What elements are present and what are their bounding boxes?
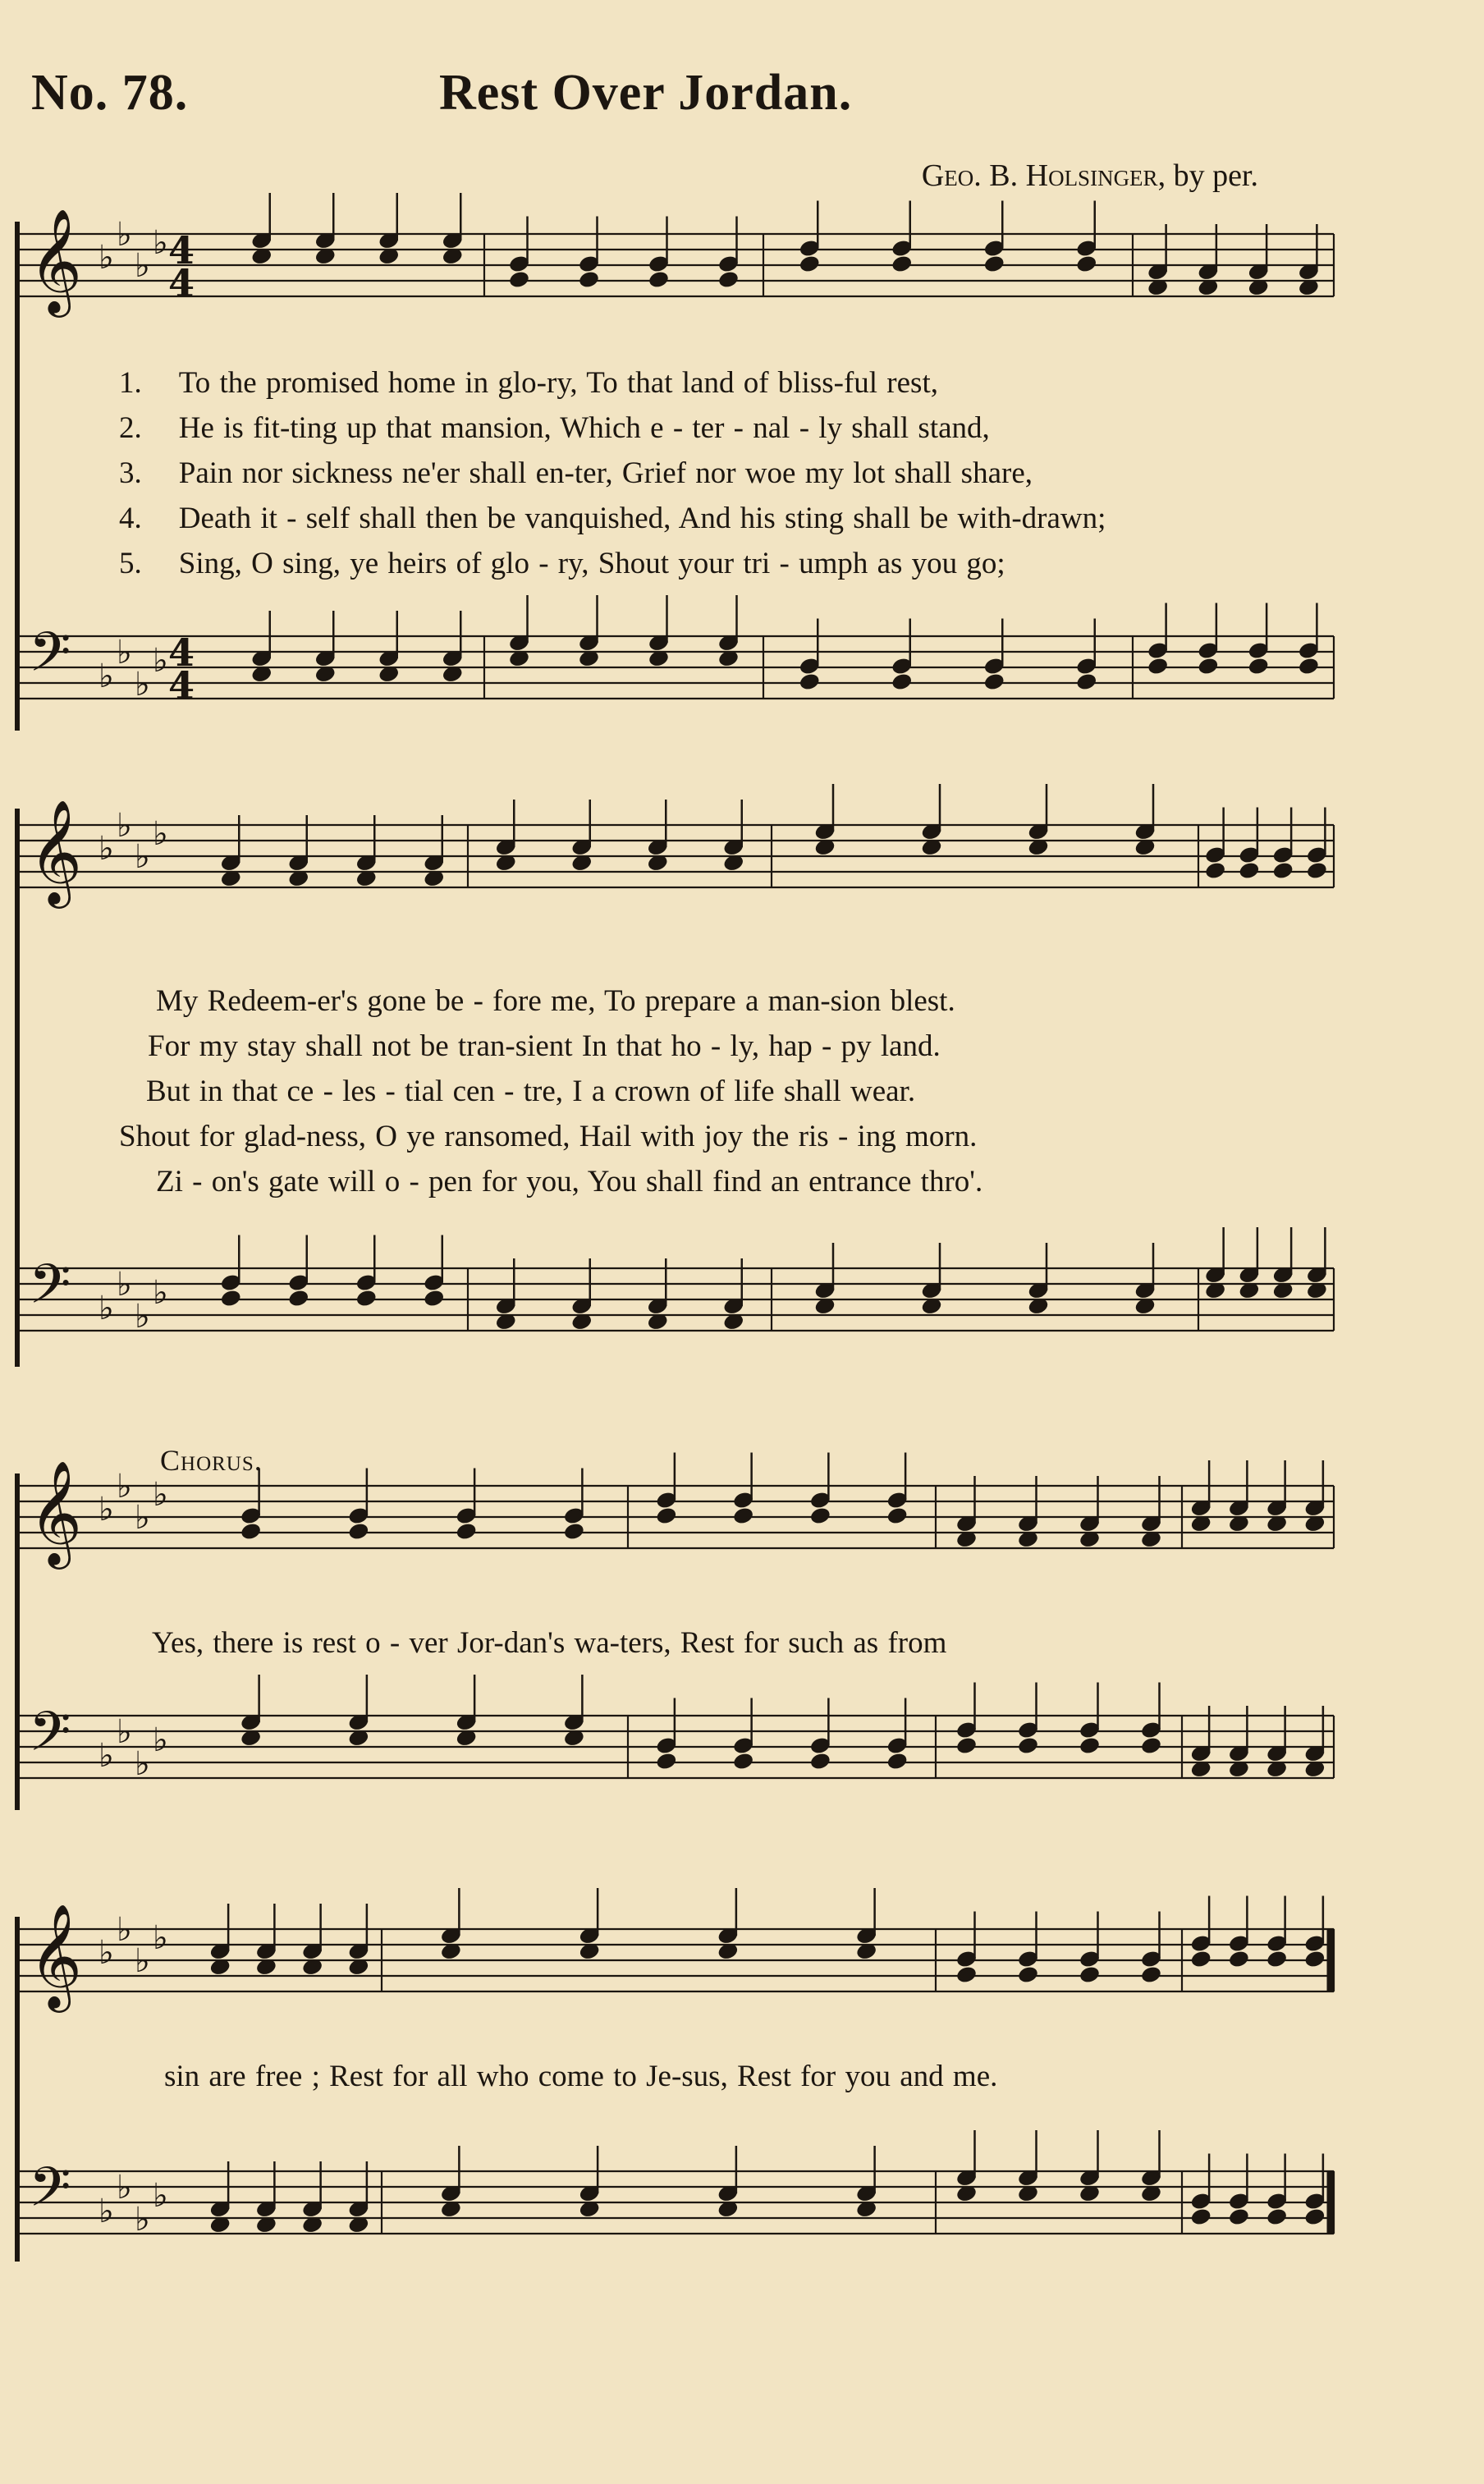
verse-1-continuation: My Redeem-er's gone be - fore me, To prepare a man-sion blest.	[156, 984, 955, 1018]
flat-icon: ♭	[135, 1942, 150, 1980]
note-head	[508, 270, 529, 289]
chorus-line-1: Yes, there is rest o - ver Jor-dan's wa-ters, Rest for such as from	[152, 1626, 947, 1660]
hymn-title: Rest Over Jordan.	[439, 65, 853, 121]
flat-icon: ♭	[98, 239, 114, 277]
hymn-number: No. 78.	[31, 65, 189, 121]
note-head	[891, 254, 913, 273]
note-head	[1079, 1965, 1100, 1984]
verse-3-continuation: But in that ce - les - tial cen - tre, I a crown of life shall wear.	[146, 1075, 916, 1108]
flat-icon: ♭	[153, 224, 168, 262]
note-head	[1147, 657, 1169, 676]
note-head	[809, 1506, 831, 1525]
note-head	[1304, 1950, 1326, 1968]
verse-4-line	[119, 501, 1106, 536]
flat-icon: ♭	[117, 216, 132, 254]
verse-2-line	[119, 410, 990, 446]
flat-icon: ♭	[135, 1298, 150, 1336]
treble-clef-icon: 𝄞	[29, 799, 83, 904]
time-signature-top: 4	[168, 228, 195, 273]
flat-icon: ♭	[98, 2193, 114, 2230]
flat-icon: ♭	[135, 2201, 150, 2239]
note-head	[799, 672, 820, 691]
flat-icon: ♭	[117, 2169, 132, 2207]
note-head	[1076, 254, 1097, 273]
note-head	[1298, 657, 1319, 676]
note-head	[1190, 1950, 1211, 1968]
verse-number: 4.	[119, 502, 142, 535]
note-head	[578, 270, 599, 289]
verse-text: Pain nor sickness ne'er shall en-ter, Grief nor woe my lot shall share,	[178, 456, 1033, 490]
note-head	[1228, 1950, 1249, 1968]
verse-text: He is fit-ting up that mansion, Which e - ter - nal - ly shall stand,	[178, 411, 990, 445]
note-head	[1198, 657, 1219, 676]
flat-icon: ♭	[135, 666, 150, 703]
flat-icon: ♭	[135, 1745, 150, 1783]
note-head	[955, 1965, 977, 1984]
treble-clef-icon: 𝄞	[29, 1903, 83, 2008]
note-head	[886, 1506, 908, 1525]
verse-4-continuation: Shout for glad-ness, O ye ransomed, Hail with joy the ris - ing morn.	[119, 1120, 978, 1153]
flat-icon: ♭	[98, 830, 114, 868]
flat-icon: ♭	[135, 247, 150, 285]
treble-clef-icon: 𝄞	[29, 1460, 83, 1565]
flat-icon: ♭	[153, 815, 168, 853]
note-head	[1079, 1736, 1100, 1755]
verse-number: 2.	[119, 411, 142, 445]
bass-clef-icon: 𝄢	[29, 621, 71, 697]
verse-text: To the promised home in glo-ry, To that land of bliss-ful rest,	[178, 366, 938, 400]
note-head	[1248, 657, 1269, 676]
note-head	[1076, 672, 1097, 691]
flat-icon: ♭	[153, 1919, 168, 1957]
note-head	[424, 1289, 445, 1308]
final-bar-line	[1327, 2171, 1334, 2234]
note-head	[1140, 1736, 1161, 1755]
composer-name: Geo. B. Holsinger	[921, 158, 1158, 193]
verse-1-line	[119, 365, 938, 401]
verse-3-line	[119, 456, 1033, 491]
chorus-label: Chorus.	[160, 1444, 263, 1477]
flat-icon: ♭	[98, 1737, 114, 1775]
flat-icon: ♭	[117, 634, 132, 671]
time-signature-bottom: 4	[168, 663, 195, 708]
note-head	[348, 1522, 369, 1541]
note-head	[1205, 861, 1226, 880]
flat-icon: ♭	[153, 1476, 168, 1514]
note-head	[240, 1522, 262, 1541]
flat-icon: ♭	[153, 1721, 168, 1759]
verse-number: 3.	[119, 456, 142, 490]
flat-icon: ♭	[117, 1911, 132, 1949]
flat-icon: ♭	[98, 1290, 114, 1327]
bass-clef-icon: 𝄢	[29, 1700, 71, 1776]
note-head	[656, 1506, 677, 1525]
note-head	[1228, 2207, 1249, 2226]
note-head	[983, 254, 1005, 273]
treble-clef-icon: 𝄞	[29, 208, 83, 313]
note-head	[809, 1752, 831, 1771]
note-head	[955, 1736, 977, 1755]
note-head	[1017, 1965, 1038, 1984]
verse-number: 1.	[119, 366, 142, 400]
bass-clef-icon: 𝄢	[29, 2156, 71, 2232]
note-head	[886, 1752, 908, 1771]
flat-icon: ♭	[135, 838, 150, 876]
note-head	[891, 672, 913, 691]
verse-5-line	[119, 546, 1005, 581]
bass-clef-icon: 𝄢	[29, 1253, 71, 1329]
note-head	[288, 1289, 309, 1308]
flat-icon: ♭	[117, 807, 132, 845]
note-head	[1306, 861, 1327, 880]
note-head	[1266, 2207, 1288, 2226]
note-head	[717, 270, 739, 289]
final-bar-line	[1327, 1929, 1334, 1991]
flat-icon: ♭	[135, 1499, 150, 1537]
note-head	[733, 1506, 754, 1525]
flat-icon: ♭	[153, 642, 168, 680]
composer-permission: , by per.	[1157, 158, 1258, 193]
note-head	[1239, 861, 1260, 880]
flat-icon: ♭	[117, 1266, 132, 1304]
note-head	[799, 254, 820, 273]
note-head	[1266, 1950, 1288, 1968]
note-head	[656, 1752, 677, 1771]
flat-icon: ♭	[153, 1274, 168, 1312]
time-signature-bottom: 4	[168, 261, 195, 305]
verse-2-continuation: For my stay shall not be tran-sient In that ho - ly, hap - py land.	[148, 1029, 941, 1063]
note-head	[648, 270, 669, 289]
note-head	[1272, 861, 1294, 880]
note-head	[563, 1522, 584, 1541]
flat-icon: ♭	[98, 1491, 114, 1528]
verse-number: 5.	[119, 547, 142, 580]
flat-icon: ♭	[117, 1468, 132, 1506]
note-head	[1140, 1965, 1161, 1984]
time-signature-top: 4	[168, 630, 195, 675]
verse-text: Sing, O sing, ye heirs of glo - ry, Shout your tri - umph as you go;	[178, 547, 1005, 580]
flat-icon: ♭	[98, 658, 114, 695]
note-head	[983, 672, 1005, 691]
verse-text: Death it - self shall then be vanquished, And his sting shall be with-drawn;	[178, 502, 1106, 535]
note-head	[355, 1289, 377, 1308]
flat-icon: ♭	[117, 1713, 132, 1751]
chorus-line-2: sin are free ; Rest for all who come to Je-sus, Rest for you and me.	[164, 2060, 998, 2093]
note-head	[733, 1752, 754, 1771]
verse-5-continuation: Zi - on's gate will o - pen for you, You shall find an entrance thro'.	[156, 1165, 983, 1198]
note-head	[220, 1289, 241, 1308]
note-head	[1017, 1736, 1038, 1755]
flat-icon: ♭	[153, 2177, 168, 2215]
flat-icon: ♭	[98, 1934, 114, 1972]
note-head	[1304, 2207, 1326, 2226]
note-head	[1190, 2207, 1211, 2226]
note-head	[456, 1522, 477, 1541]
